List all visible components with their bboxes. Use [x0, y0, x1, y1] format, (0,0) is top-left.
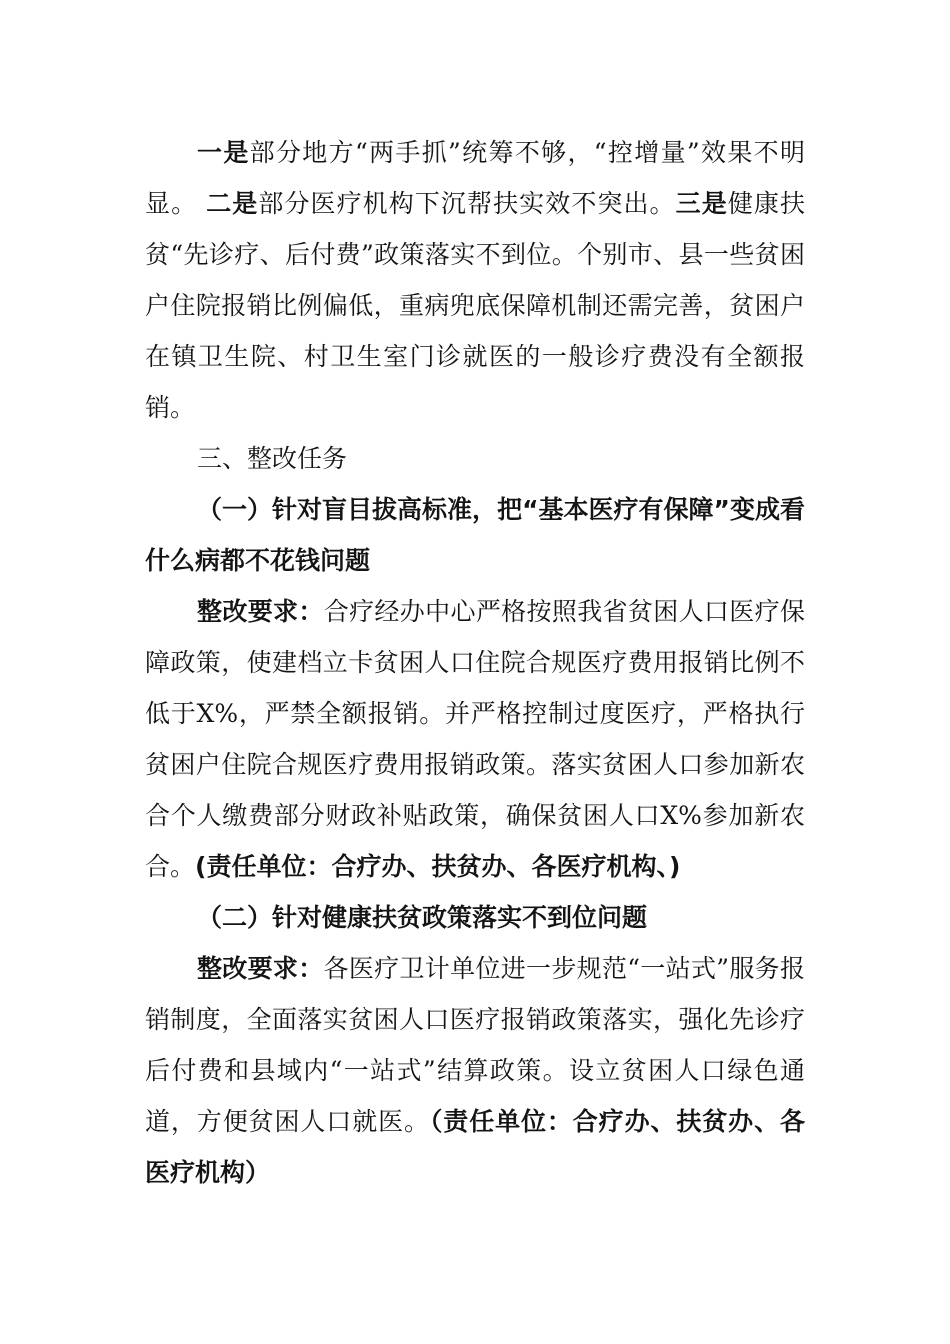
- section-heading: 三、整改任务: [197, 444, 348, 473]
- task-one-req-text: 合疗经办中心严格按照我省贫困人口医疗保障政策，使建档立卡贫困人口住院合规医疗费用报销比例不低于X%，严禁全额报销。并严格控制过度医疗，严格执行贫困户住院合规医疗费用报销政策。落实贫困人口参加新农合个人缴费部分财政补贴政策，确保贫困人口X%参加新农合。: [145, 597, 805, 881]
- task-two-requirement: [145, 943, 805, 1198]
- problem-two-text: 部分医疗机构下沉帮扶实效不突出。: [258, 189, 676, 218]
- problems-paragraph: [145, 127, 805, 433]
- task-one-req-label: 整改要求：: [197, 597, 324, 626]
- document-body: [145, 127, 805, 1198]
- lead-three: 三是: [675, 189, 728, 218]
- task-two-req-label: 整改要求：: [197, 954, 324, 983]
- task-two-responsibility: （责任单位：合疗办、扶贫办、各医疗机构）: [145, 1107, 805, 1187]
- task-one-heading: （一）针对盲目拔高标准，把“基本医疗有保障”变成看什么病都不花钱问题: [145, 495, 805, 575]
- lead-two: 二是: [206, 189, 259, 218]
- task-one-requirement: [145, 586, 805, 892]
- lead-one: 一是: [197, 138, 250, 167]
- problem-three-text: 健康扶贫“先诊疗、后付费”政策落实不到位。个别市、县一些贫困户住院报销比例偏低，重病兜底保障机制还需完善，贫困户在镇卫生院、村卫生室门诊就医的一般诊疗费没有全额报销。: [145, 189, 805, 422]
- task-one-responsibility: (责任单位：合疗办、扶贫办、各医疗机构、): [195, 852, 681, 881]
- task-two-heading: （二）针对健康扶贫政策落实不到位问题: [197, 903, 648, 932]
- task-two-req-text: 各医疗卫计单位进一步规范“一站式”服务报销制度，全面落实贫困人口医疗报销政策落实，强化先诊疗后付费和县域内“一站式”结算政策。设立贫困人口绿色通道，方便贫困人口就医。: [145, 954, 805, 1136]
- problem-one-text: 部分地方“两手抓”统筹不够，“控增量”效果不明显。: [145, 138, 805, 218]
